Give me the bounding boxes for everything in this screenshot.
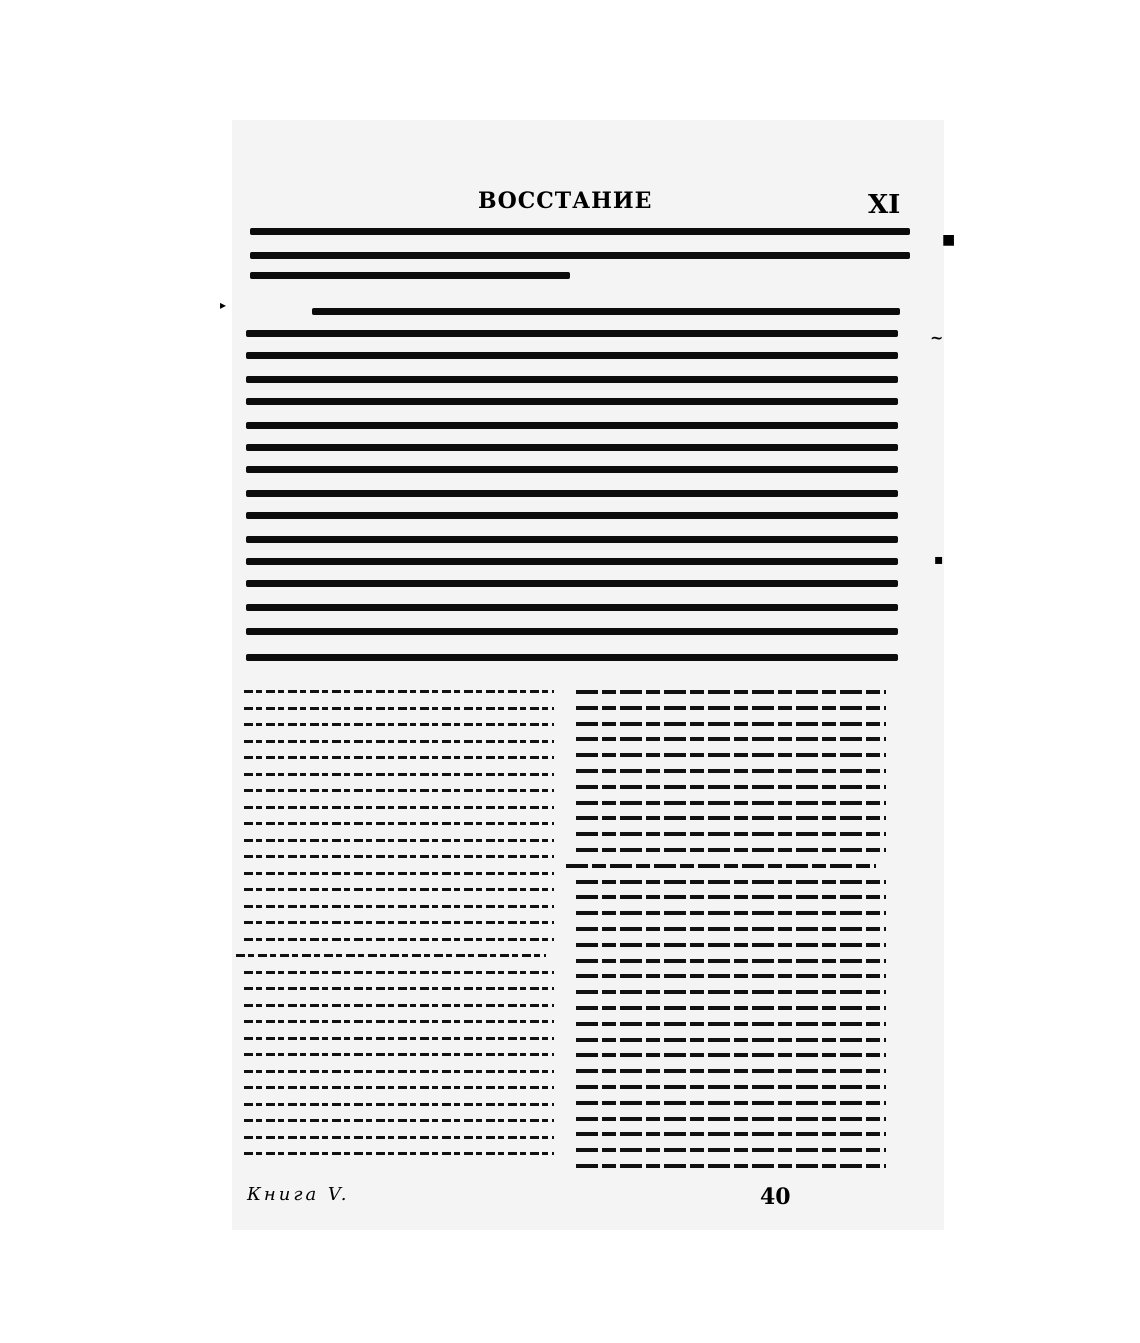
footnote-line — [244, 1119, 554, 1122]
margin-mark: ~ — [930, 328, 944, 347]
text-line — [246, 558, 898, 565]
printer-signature: Книга V. — [247, 1184, 350, 1205]
footnote-line — [576, 1148, 886, 1152]
text-line — [246, 444, 898, 451]
footnote-line — [244, 1070, 554, 1073]
text-line — [246, 466, 898, 473]
footnote-line — [576, 880, 886, 884]
footnote-line — [244, 1053, 554, 1056]
footnote-line — [244, 789, 554, 792]
text-line — [250, 272, 570, 279]
footnote-line — [576, 1085, 886, 1089]
footnote-line — [244, 707, 554, 710]
footnote-line — [576, 974, 886, 978]
footnote-line — [244, 756, 554, 759]
footnote-line — [244, 723, 554, 726]
footnote-line — [244, 855, 554, 858]
footnote-line — [576, 801, 886, 805]
text-line — [246, 604, 898, 611]
text-line — [246, 628, 898, 635]
footnote-line — [244, 690, 554, 693]
footnote-line — [244, 740, 554, 743]
page-number: XI — [868, 190, 901, 220]
footnote-line — [244, 987, 554, 990]
footnote-line — [576, 1132, 886, 1136]
footnote-line — [576, 959, 886, 963]
footnote-line — [576, 816, 886, 820]
footnote-line — [244, 921, 554, 924]
footnote-line — [244, 773, 554, 776]
footnote-line — [244, 872, 554, 875]
footnote-line — [576, 1164, 886, 1168]
margin-mark: ▸ — [220, 298, 227, 312]
footnote-line — [576, 1069, 886, 1073]
text-line — [246, 536, 898, 543]
footnote-line — [576, 1117, 886, 1121]
footnote-line — [576, 690, 886, 694]
footnote-line — [576, 722, 886, 726]
text-line — [246, 580, 898, 587]
footnote-line — [576, 1006, 886, 1010]
footnote-line — [244, 938, 554, 941]
footnote-line — [236, 954, 546, 957]
footnote-line — [244, 806, 554, 809]
footnote-line — [576, 706, 886, 710]
footnote-line — [244, 971, 554, 974]
text-line — [246, 422, 898, 429]
running-head: ВОССТАНИЕ — [478, 188, 653, 214]
footnote-line — [244, 839, 554, 842]
footnote-line — [244, 1020, 554, 1023]
footnote-line — [576, 911, 886, 915]
text-line — [250, 252, 910, 259]
text-line — [246, 654, 898, 661]
text-line — [246, 490, 898, 497]
margin-mark: ▪ — [934, 552, 944, 568]
footnote-line — [576, 737, 886, 741]
text-line — [246, 398, 898, 405]
footnote-line — [576, 753, 886, 757]
scanned-page — [232, 120, 944, 1230]
footnote-line — [244, 1004, 554, 1007]
footnote-line — [576, 895, 886, 899]
text-line — [246, 376, 898, 383]
text-line — [246, 352, 898, 359]
footnote-line — [576, 990, 886, 994]
footnote-line — [576, 785, 886, 789]
footnote-line — [576, 943, 886, 947]
footnote-line — [244, 888, 554, 891]
footnote-line — [244, 1152, 554, 1155]
footnote-line — [244, 1037, 554, 1040]
footnote-line — [244, 905, 554, 908]
footnote-line — [576, 848, 886, 852]
footnote-line — [566, 864, 876, 868]
text-line — [246, 512, 898, 519]
footnote-line — [576, 1038, 886, 1042]
footnote-line — [576, 832, 886, 836]
footnote-line — [244, 822, 554, 825]
footnote-line — [576, 769, 886, 773]
text-line — [312, 308, 900, 315]
folio-number: 40 — [760, 1184, 791, 1210]
footnote-line — [244, 1103, 554, 1106]
text-line — [246, 330, 898, 337]
footnote-line — [576, 927, 886, 931]
footnote-line — [576, 1022, 886, 1026]
footnote-line — [576, 1101, 886, 1105]
footnote-line — [244, 1136, 554, 1139]
margin-mark: ■ — [942, 232, 956, 248]
footnote-line — [244, 1086, 554, 1089]
text-line — [250, 228, 910, 235]
footnote-line — [576, 1053, 886, 1057]
